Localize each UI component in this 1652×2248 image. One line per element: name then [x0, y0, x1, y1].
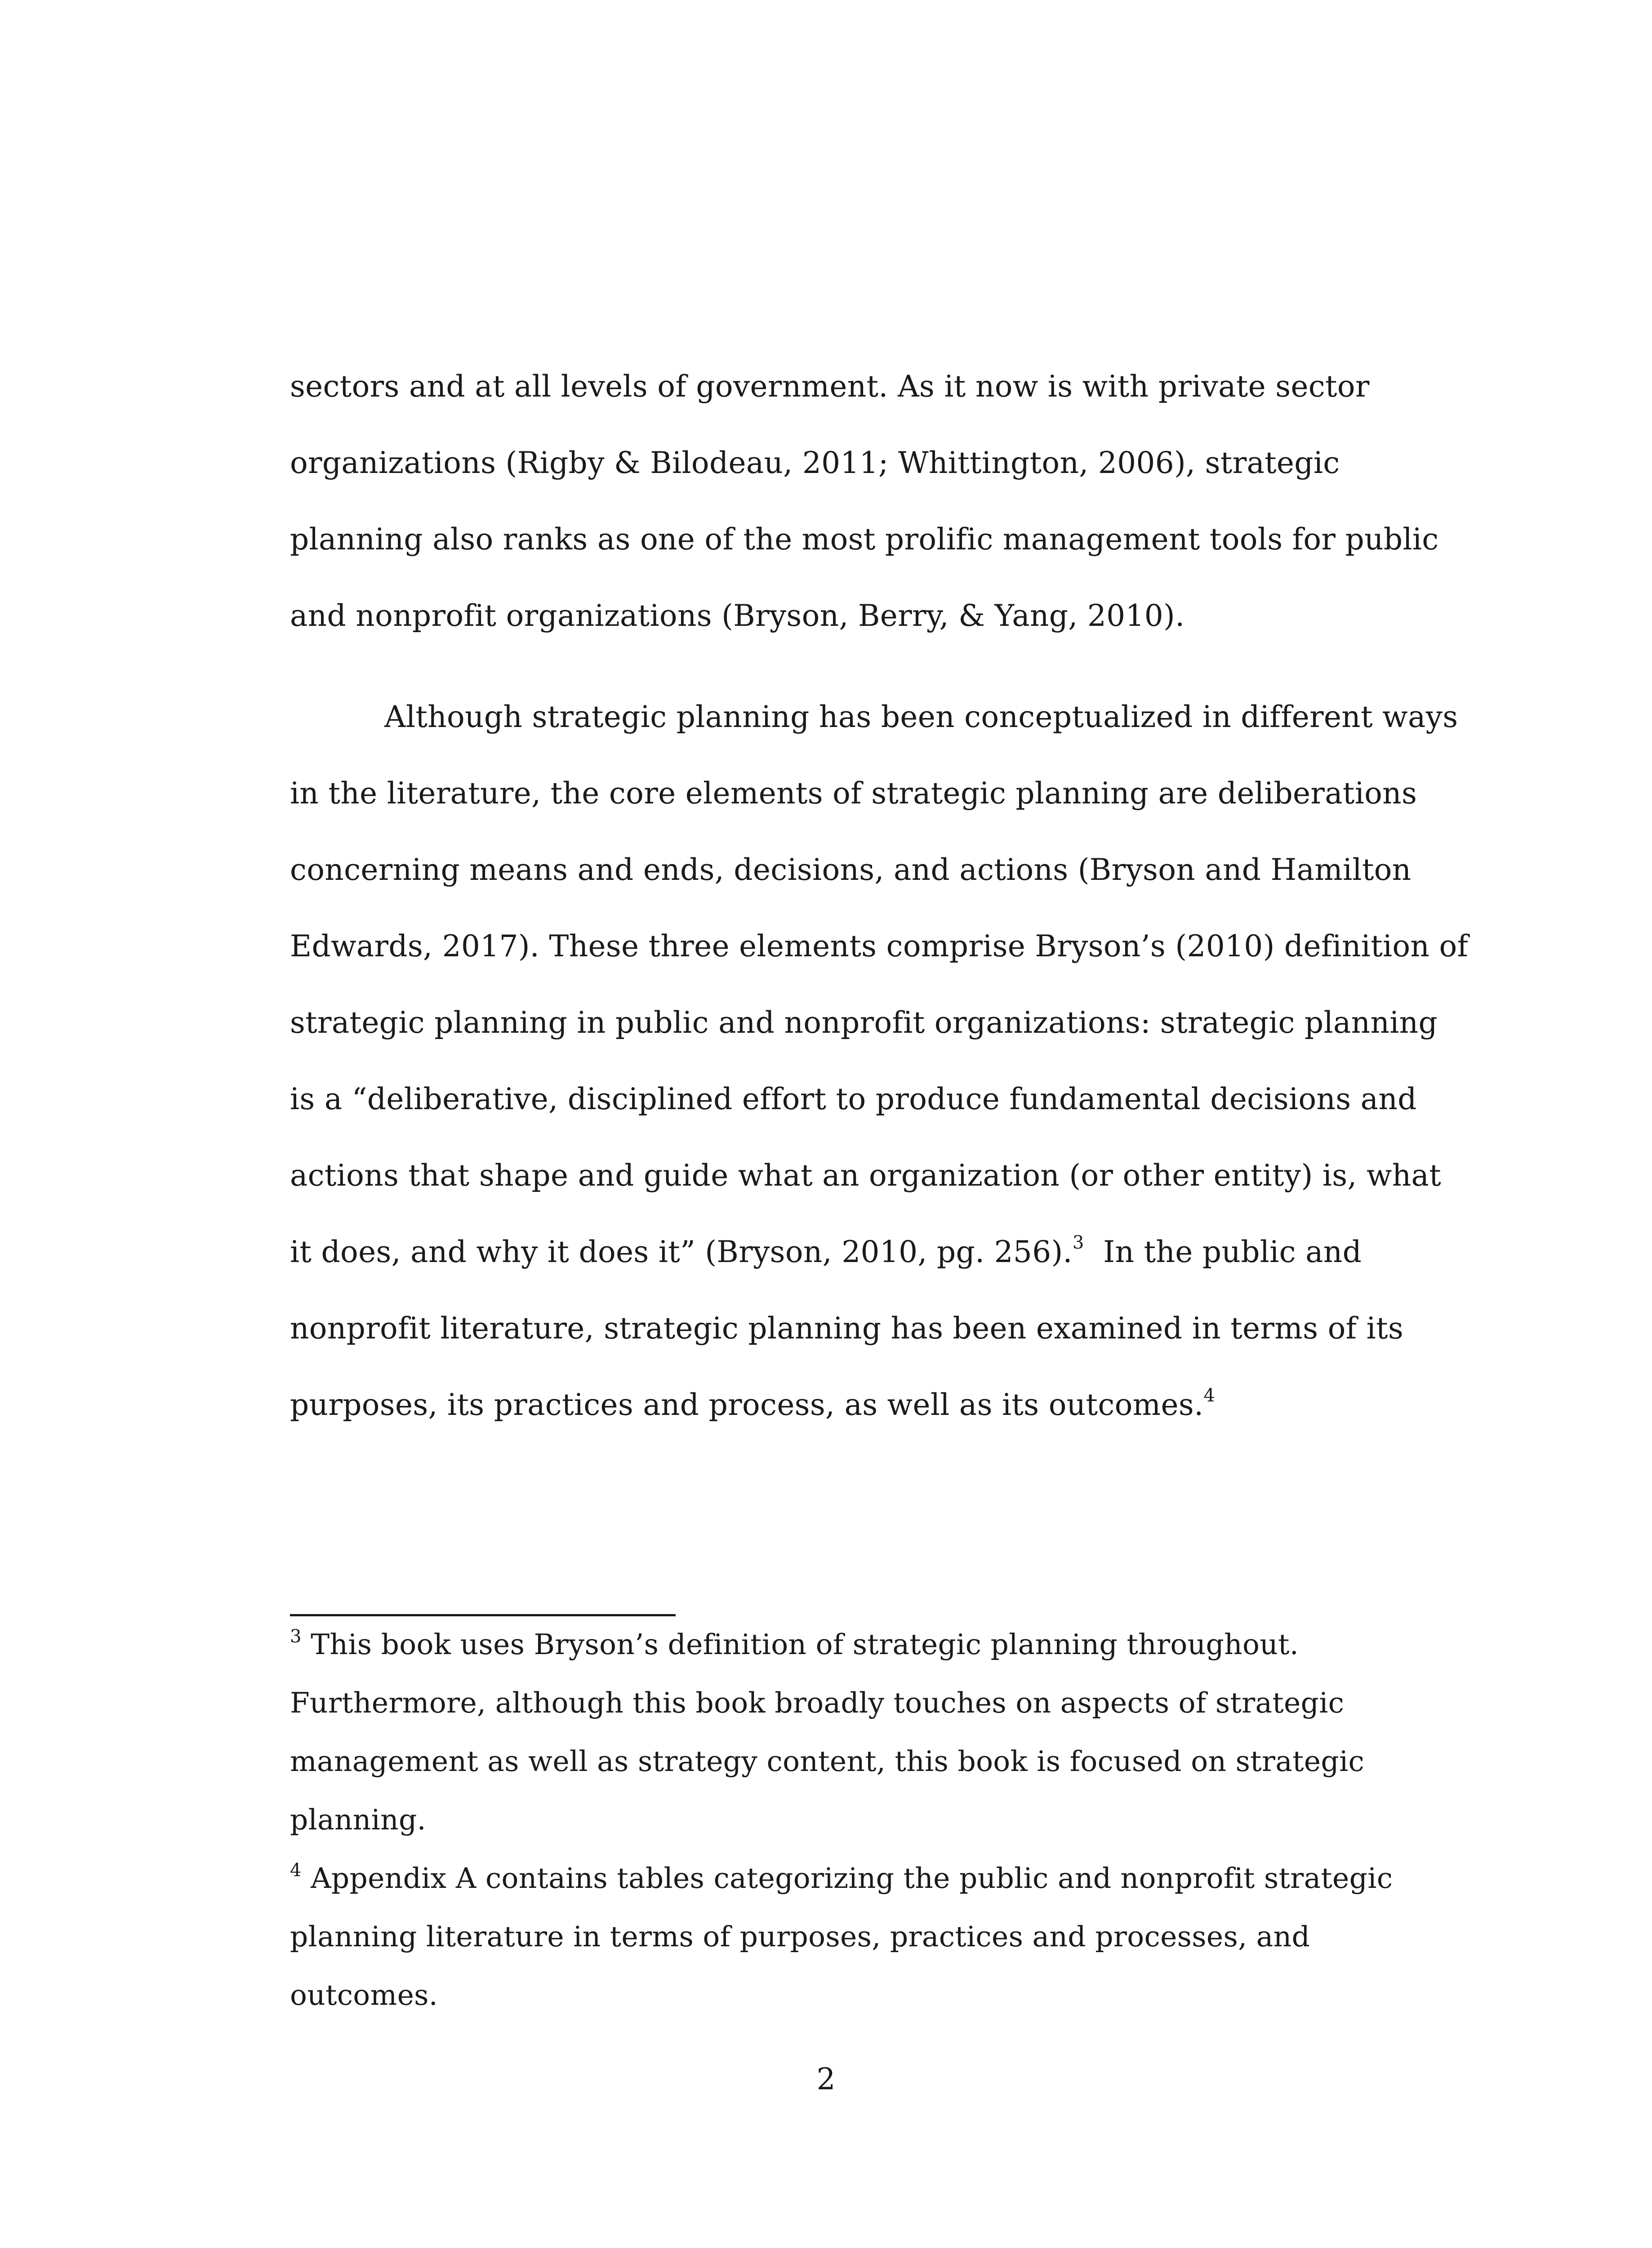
body-text: In the public and: [1084, 1235, 1362, 1269]
footnote-separator: [290, 1614, 676, 1616]
footnote-3-line: planning.: [290, 1803, 426, 1836]
footnote-4-line: outcomes.: [290, 1979, 438, 2012]
body-line: Although strategic planning has been conceptualized in different ways: [384, 700, 1458, 734]
footnote-text: This book uses Bryson’s definition of strategic planning throughout.: [301, 1628, 1299, 1661]
page-number: 2: [816, 2062, 836, 2096]
footnote-3-line: [290, 1625, 1299, 1664]
body-line: in the literature, the core elements of strategic planning are deliberations: [290, 776, 1417, 811]
body-line: strategic planning in public and nonprofit organizations: strategic planning: [290, 1005, 1438, 1040]
body-line: organizations (Rigby & Bilodeau, 2011; Whittington, 2006), strategic: [290, 446, 1340, 480]
footnote-4-line: [290, 1859, 1393, 1898]
body-line: [290, 1385, 1215, 1425]
body-line: planning also ranks as one of the most prolific management tools for public: [290, 522, 1439, 557]
footnote-ref-3[interactable]: 3: [1072, 1232, 1084, 1253]
body-line: actions that shape and guide what an organization (or other entity) is, what: [290, 1158, 1442, 1193]
body-text: it does, and why it does it” (Bryson, 2010, pg. 256).: [290, 1235, 1073, 1269]
body-line: [290, 1232, 1362, 1272]
footnote-3-line: Furthermore, although this book broadly touches on aspects of strategic: [290, 1686, 1345, 1719]
body-line: nonprofit literature, strategic planning has been examined in terms of its: [290, 1311, 1404, 1346]
body-line: is a “deliberative, disciplined effort to produce fundamental decisions and: [290, 1082, 1417, 1116]
footnote-text: Appendix A contains tables categorizing the public and nonprofit strategic: [301, 1862, 1393, 1895]
footnote-3-line: management as well as strategy content, this book is focused on strategic: [290, 1745, 1365, 1778]
footnote-number: 4: [290, 1860, 302, 1881]
body-text: purposes, its practices and process, as well as its outcomes.: [290, 1387, 1204, 1422]
footnote-number: 3: [290, 1626, 302, 1647]
footnote-4-line: planning literature in terms of purposes, practices and processes, and: [290, 1920, 1310, 1953]
body-line: and nonprofit organizations (Bryson, Berry, & Yang, 2010).: [290, 598, 1185, 633]
footnote-ref-4[interactable]: 4: [1203, 1385, 1216, 1406]
body-line: Edwards, 2017). These three elements comprise Bryson’s (2010) definition of: [290, 929, 1469, 963]
body-line: concerning means and ends, decisions, and actions (Bryson and Hamilton: [290, 852, 1412, 887]
body-line: sectors and at all levels of government. As it now is with private sector: [290, 369, 1370, 404]
